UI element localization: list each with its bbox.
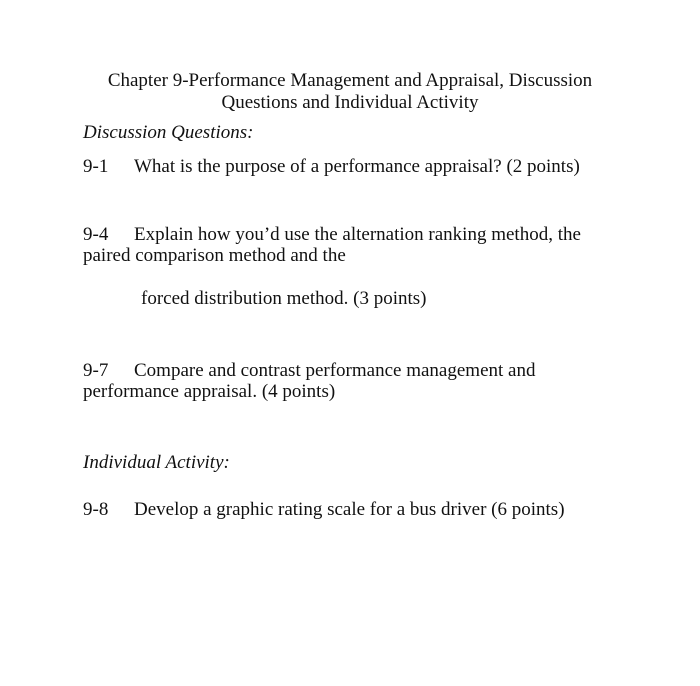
question-text: Develop a graphic rating scale for a bus driver (6 points) bbox=[134, 499, 565, 520]
question-9-1 bbox=[83, 156, 643, 178]
question-number: 9-7 bbox=[83, 360, 109, 381]
title-line-1: Chapter 9-Performance Management and Appraisal, Discussion bbox=[107, 70, 593, 91]
question-text: What is the purpose of a performance appraisal? (2 points) bbox=[134, 156, 580, 177]
individual-activity-heading: Individual Activity: bbox=[83, 452, 230, 473]
question-9-4-indented-line: forced distribution method. (3 points) bbox=[141, 288, 427, 309]
question-text: Compare and contrast performance management and bbox=[134, 360, 536, 381]
question-number: 9-4 bbox=[83, 224, 109, 245]
title-line-2: Questions and Individual Activity bbox=[221, 92, 479, 113]
question-9-4-continuation: paired comparison method and the bbox=[83, 245, 346, 266]
question-number: 9-1 bbox=[83, 156, 109, 177]
page-title bbox=[60, 70, 640, 114]
question-9-7-continuation: performance appraisal. (4 points) bbox=[83, 381, 336, 402]
discussion-questions-heading: Discussion Questions: bbox=[83, 122, 254, 143]
question-9-7 bbox=[83, 360, 643, 382]
question-9-8 bbox=[83, 499, 643, 521]
question-text: Explain how you’d use the alternation ranking method, the bbox=[134, 224, 581, 245]
question-number: 9-8 bbox=[83, 499, 109, 520]
question-9-4 bbox=[83, 224, 643, 246]
